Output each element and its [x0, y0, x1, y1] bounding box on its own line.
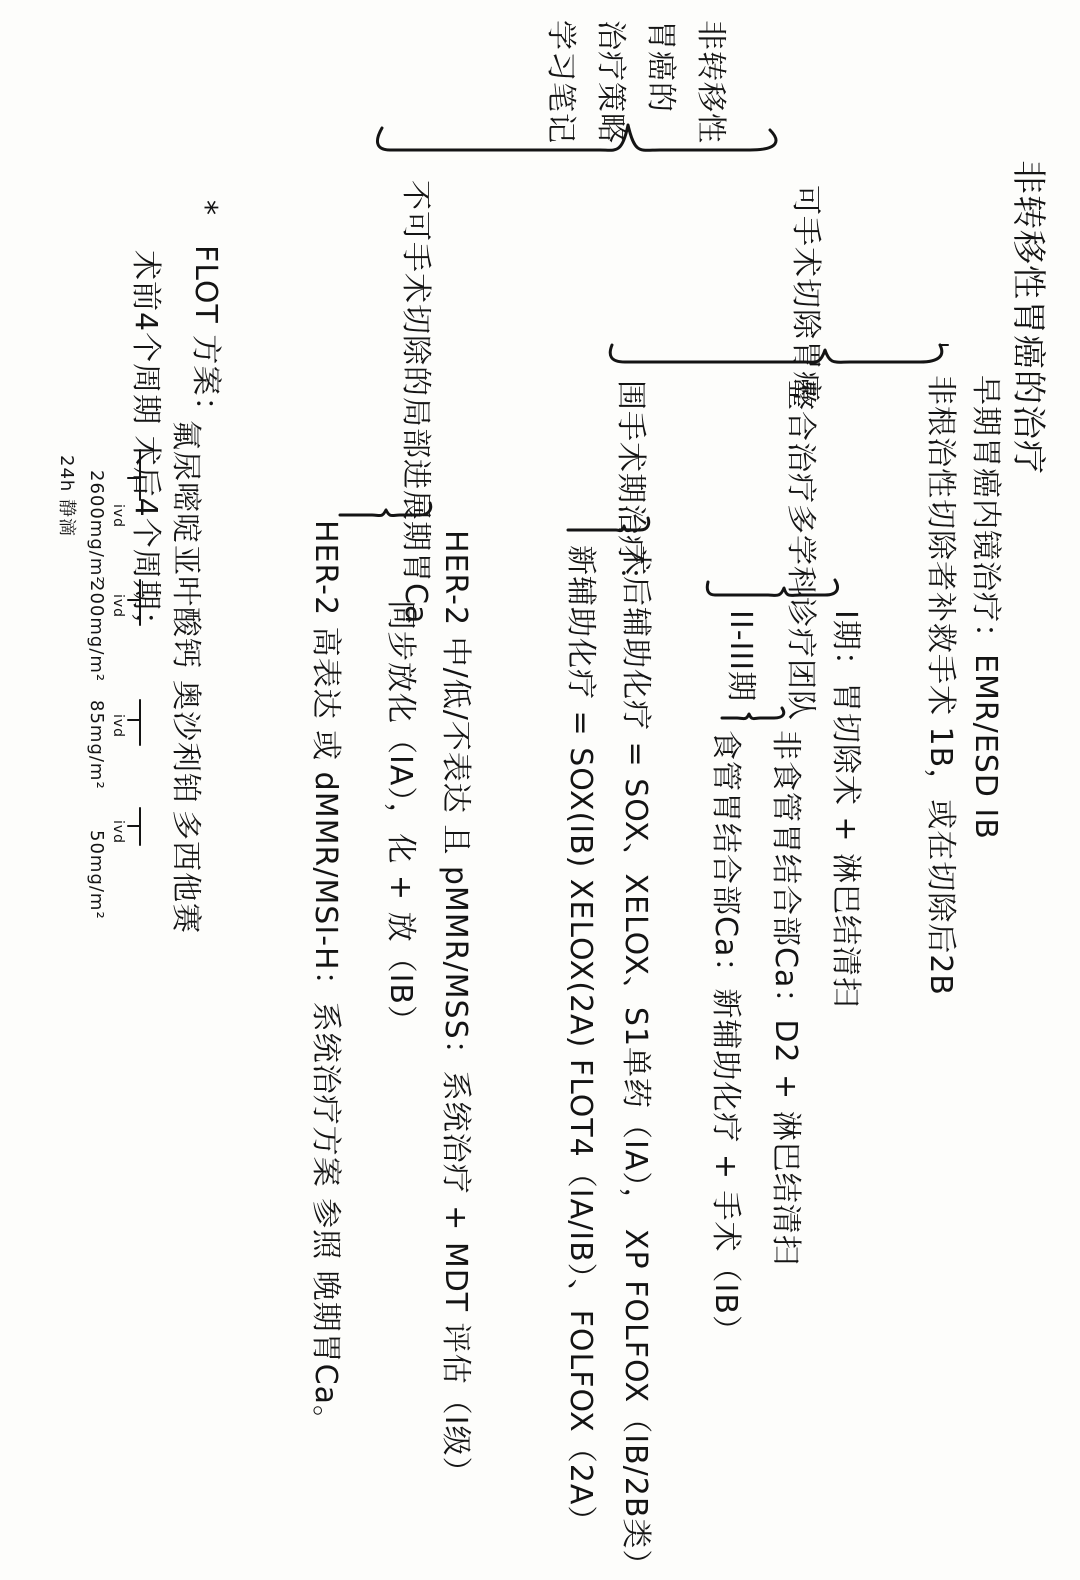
left-title-line-1: 非转移性 — [693, 20, 728, 144]
unresectable-label: 不可手术切除的局部进展期胃Ca — [398, 180, 433, 625]
flot-cycles: 术前4个周期 术后4个周期； — [128, 250, 163, 642]
early-stage-line2: 非根治性切除者补救手术 1B，或在切除后2B — [923, 375, 958, 996]
flot-drug-2: 奥沙利铂 — [168, 680, 203, 804]
left-title-line-4: 学习笔记 — [543, 20, 578, 144]
left-title-line-2: 胃癌的 — [643, 20, 678, 113]
adjuvant-text: 术后辅助化疗 = SOX、XELOX、S1单药（IA）， XP FOLFOX（IB/2B类） — [618, 545, 653, 1580]
early-stage-label: 早期胃癌内镜治疗：EMR/ESD IB — [968, 375, 1003, 840]
flot-iv-2: ivd — [110, 714, 126, 739]
resectable-label: 可手术切除胃癌 — [788, 185, 823, 402]
page-title: 非转移性胃癌的治疗 — [1008, 160, 1048, 475]
flot-dose-2: 85mg/m² — [86, 700, 107, 790]
perioperative-label: 围手术期治疗： — [613, 380, 648, 597]
flot-dose-4: 2600mg/m² — [86, 470, 107, 585]
flot-iv-1: ivd — [110, 820, 126, 845]
flot-iv-3: ivd — [110, 594, 126, 619]
stage1-text: I期：胃切除术 + 淋巴结清扫 — [828, 610, 863, 1009]
her2-neg-line1: HER-2 中/低/不表达 且 pMMR/MSS：系统治疗 + MDT 评估（I级） — [438, 530, 473, 1488]
multimodal-label: 整合治疗多学科诊疗团队 — [783, 380, 818, 721]
flot-underline-2 — [128, 700, 140, 745]
stage23-label: II-III期 — [723, 610, 758, 703]
resectable-brace — [610, 345, 942, 362]
neoadjuvant-text: 新辅助化疗 = SOX(IB) XELOX(2A) FLOT4（IA/IB）、FOLFOX（2A） — [563, 545, 598, 1537]
flot-dose-3: 200mg/m² — [86, 580, 107, 683]
flot-iv-4: ivd — [110, 504, 126, 529]
her2-neg-line2: 同步放化（IA），化 + 放（IB） — [383, 600, 418, 1037]
flot-underline-1 — [128, 808, 140, 845]
flot-drug-3: 亚叶酸钙 — [168, 545, 203, 669]
flot-dose-1: 50mg/m² — [86, 830, 107, 920]
stage23-line1: 非食管胃结合部Ca：D2 + 淋巴结清扫 — [768, 730, 803, 1266]
stage23-line2: 食管胃结合部Ca：新辅助化疗 + 手术（IB） — [708, 730, 743, 1346]
flot-star: * — [188, 200, 223, 216]
her2-pos-text: HER-2 高表达 或 dMMR/MSI-H：系统治疗方案 参照 晚期胃Ca。 — [308, 520, 343, 1436]
flot-drug-1: 多西他赛 — [168, 810, 203, 934]
flot-24h: 24h 静滴 — [56, 455, 77, 538]
stage23-brace — [722, 708, 784, 719]
flot-label: FLOT 方案： — [188, 245, 223, 428]
flot-drug-4: 氟尿嘧啶 — [168, 420, 203, 544]
left-title-line-3: 治疗策略 — [593, 20, 628, 144]
